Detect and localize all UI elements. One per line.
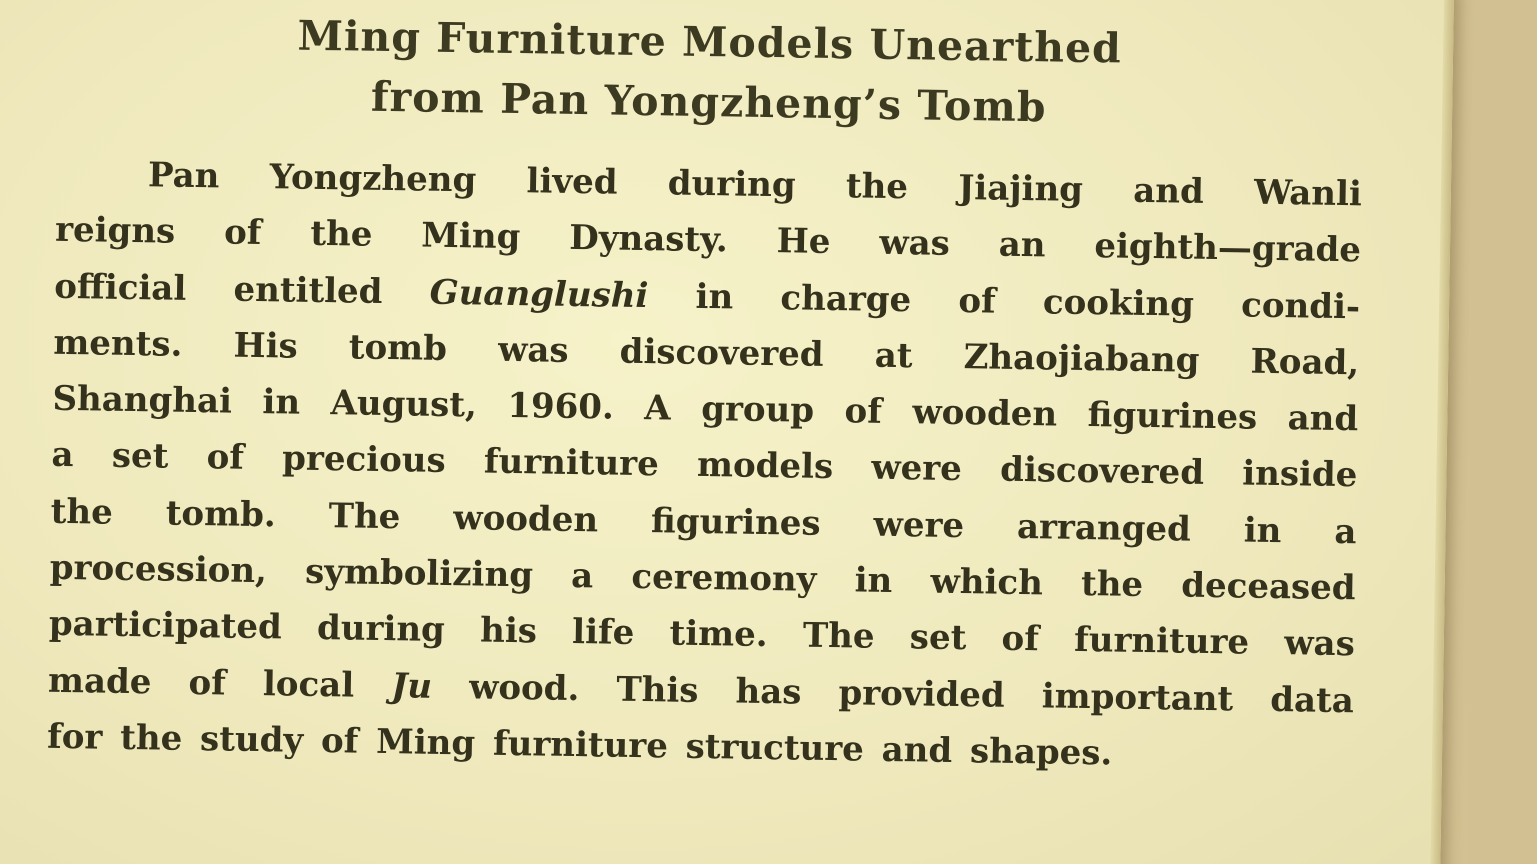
word: was (497, 329, 569, 371)
word: at (874, 335, 913, 377)
word: an (998, 224, 1046, 266)
word: condi- (1240, 285, 1361, 327)
word: provided (838, 672, 1006, 716)
word: in (1243, 510, 1282, 551)
word: time. (669, 613, 768, 656)
word: which (930, 561, 1044, 604)
word-italic: Ju (390, 665, 433, 707)
word: Shanghai (52, 378, 233, 422)
word: ceremony (631, 556, 817, 600)
word: Dynasty. (568, 218, 729, 261)
word: were (873, 504, 965, 546)
word: Ming (421, 215, 521, 258)
word: arranged (1016, 506, 1192, 550)
word: Yongzheng (269, 157, 477, 201)
word: made (47, 660, 152, 703)
word: set (111, 436, 169, 478)
word: precious (281, 438, 446, 482)
word: He (776, 221, 831, 263)
word: a (51, 435, 74, 476)
word: reigns (54, 210, 176, 252)
word: tomb (348, 327, 448, 369)
word: lived (526, 161, 618, 203)
word: wood. (468, 667, 580, 709)
word: the (50, 491, 114, 533)
word: of (223, 212, 262, 254)
word: figurines (1087, 395, 1258, 438)
word: procession, (49, 547, 268, 592)
word: cooking (1042, 281, 1195, 325)
word: August, (330, 383, 478, 426)
word: discovered (619, 331, 824, 375)
title-line-1: Ming Furniture Models Unearthed (297, 11, 1123, 73)
word: the (310, 214, 373, 256)
word: eighth—grade (1094, 226, 1362, 271)
word: Wanli (1253, 172, 1363, 215)
placard-title (0, 0, 1454, 143)
word: The (802, 615, 875, 658)
placard-body-text (47, 146, 1363, 786)
word: the (845, 166, 909, 208)
word: was (879, 223, 951, 265)
word: a (570, 556, 594, 597)
word: of (844, 391, 883, 432)
word: the (1080, 564, 1144, 605)
word: group (700, 389, 815, 431)
word: Jiajing (957, 167, 1084, 210)
word: were (871, 448, 963, 490)
word: 1960. (507, 386, 615, 428)
word: A (644, 388, 672, 429)
word: Zhaojiabang (963, 336, 1200, 381)
word: The (328, 495, 401, 538)
word: in (854, 560, 893, 602)
word: has (735, 671, 802, 713)
word: symbolizing (304, 551, 534, 596)
word: in (695, 276, 734, 318)
word: This (616, 669, 699, 711)
word: Pan (147, 155, 220, 197)
title-line-2: from Pan Yongzheng’s Tomb (370, 72, 1047, 132)
word: of (1001, 619, 1040, 660)
word: and (1132, 170, 1205, 212)
word-italic: Guanglushi (429, 272, 649, 316)
word: was (1283, 623, 1356, 665)
word: charge (780, 277, 912, 320)
word: life (571, 612, 635, 654)
word: ments. (53, 322, 183, 365)
word: data (1269, 679, 1355, 721)
word: of (958, 280, 997, 322)
word: and (1287, 398, 1359, 440)
word: wooden (453, 497, 599, 541)
word: official (53, 266, 187, 309)
word: participated (48, 604, 283, 648)
word: deceased (1181, 565, 1356, 609)
word: during (316, 608, 446, 651)
word: furniture (1073, 620, 1250, 663)
word: inside (1241, 453, 1358, 496)
word: Road, (1250, 341, 1360, 384)
word: in (262, 382, 301, 423)
word: important (1041, 676, 1234, 720)
word: of (206, 437, 245, 479)
word: His (233, 325, 299, 367)
word: during (667, 163, 796, 206)
word: wooden (912, 392, 1058, 435)
word: models (696, 445, 834, 488)
word: figurines (650, 500, 821, 544)
word: entitled (233, 269, 383, 312)
text-line-11: for the study of Ming furniture structure and shapes. (46, 716, 1113, 774)
word: his (479, 610, 538, 652)
word: furniture (483, 442, 660, 485)
word: of (188, 662, 227, 704)
word: tomb. (165, 493, 277, 536)
word: discovered (999, 450, 1205, 494)
word: local (262, 663, 355, 706)
word: a (1334, 511, 1357, 553)
word: set (909, 617, 967, 659)
